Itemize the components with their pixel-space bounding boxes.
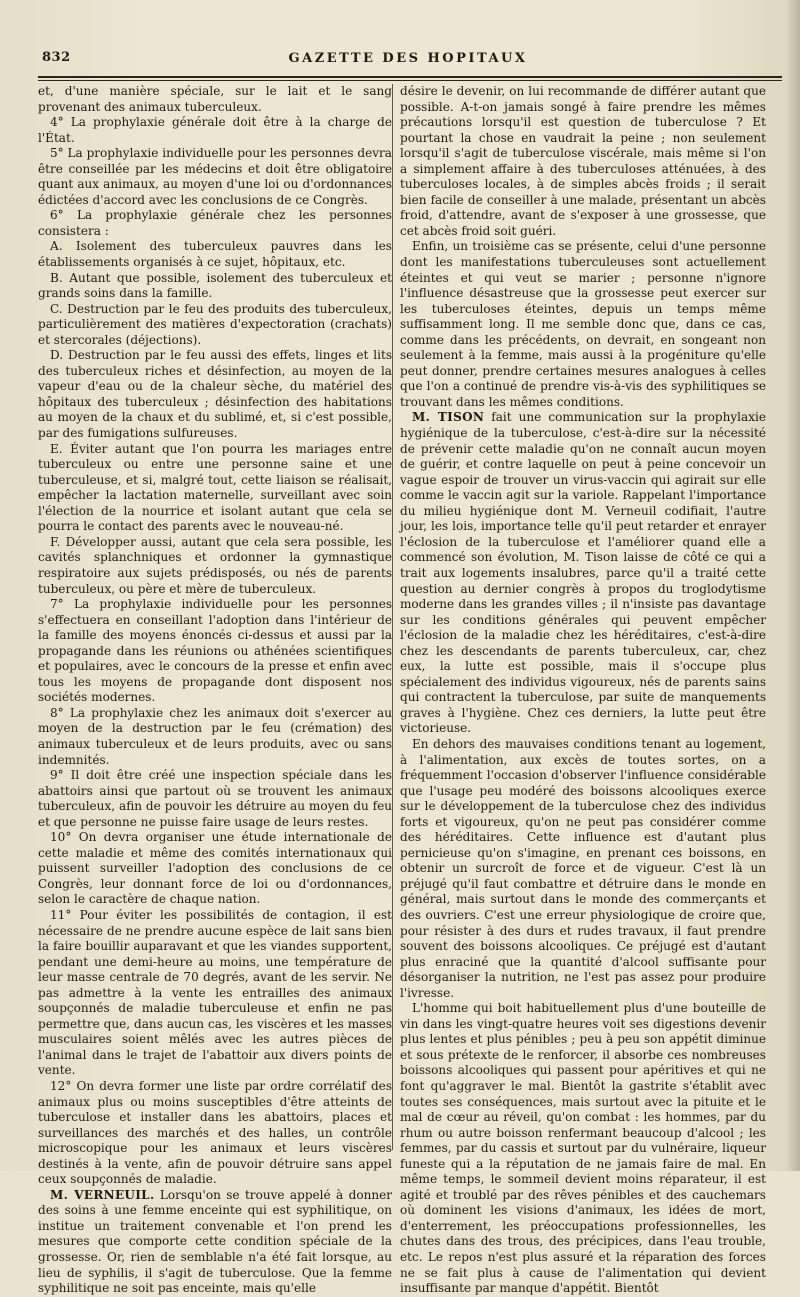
paragraph: 10° On devra organiser une étude internationale de cette maladie et même des comités internationaux qui puissent surveiller l'adoption des conclusions de ce Congrès, leur donnant force de loi ou d'ordonnances, selon le caractère de chaque nation. — [38, 830, 392, 907]
paragraph-verneuil — [38, 1188, 392, 1297]
page-header — [38, 48, 778, 72]
paragraph: et, d'une manière spéciale, sur le lait et le sang provenant des animaux tuberculeux. — [38, 84, 392, 114]
paragraph: Enfin, un troisième cas se présente, celui d'une personne dont les manifestations tuberculeuses sont actuellement éteintes et qui veut se marier ; personne n'ignore l'influence désastreuse que la grossesse peut exercer sur les tuberculoses éteintes, depuis un temps même suffisamment long. Il me semble donc que, dans ce cas, comme dans les précédents, on devrait, en songeant non seulement à la femme, mais aussi à la progéniture qu'elle peut donner, prendre certaines mesures analogues à celles que l'on a continué de prendre vis-à-vis des syphilitiques se trouvant dans les mêmes conditions. — [400, 239, 766, 409]
header-rule-thick — [38, 76, 782, 78]
paragraph: A. Isolement des tuberculeux pauvres dans les établissements organisés à ce sujet, hôpitaux, etc. — [38, 239, 392, 270]
paragraph: En dehors des mauvaises conditions tenant au logement, à l'alimentation, aux excès de toutes sortes, on a fréquemment l'occasion d'observer l'influence considérable que l'usage peu modéré des boissons alcooliques exerce sur le développement de la tuberculose chez des individus forts et vigoureux, qu'on ne peut pas considérer comme des héréditaires. Cette influence est d'autant plus pernicieuse qu'on s'imagine, en prenant ces boissons, en obtenir un surcroît de force et de vigueur. C'est là un préjugé qu'il faut combattre et détruire dans le monde en général, mais surtout dans le monde des commerçants et des ouvriers. C'est une erreur physiologique de croire que, pour résister à des durs et rudes travaux, il faut prendre souvent des boissons alcooliques. Ce préjugé est d'autant plus enraciné que la quantité d'alcool suffisante pour désorganiser la nutrition, ne l'est pas assez pour produire l'ivresse. — [400, 736, 766, 1000]
paragraph: D. Destruction par le feu aussi des effets, linges et lits des tuberculeux riches et désinfection, au moyen de la vapeur d'eau ou de la chaleur sèche, du matériel des hôpitaux des tuberculeux ; désinfection des habitations au moyen de la chaux et du sublimé, et, si c'est possible, par des fumigations sulfureuses. — [38, 348, 392, 441]
paragraph: F. Développer aussi, autant que cela sera possible, les cavités splanchniques et ordonner la gymnastique respiratoire aux sujets prédisposés, ou nés de parents tuberculeux, ou père et mère de tuberculeux. — [38, 534, 392, 596]
paragraph: 12° On devra former une liste par ordre corrélatif des animaux plus ou moins susceptibles d'être atteints de tuberculose et installer dans les abattoirs, places et surveillances des marchés et des halles, un contrôle microscopique pour les animaux et leurs viscères destinés à la vente, afin de pouvoir détruire sans appel ceux soupçonnés de maladie. — [38, 1079, 392, 1187]
paragraph-text: fait une communication sur la prophylaxie hygiénique de la tuberculose, c'est-à-dire sur la nécessité de prévenir cette maladie qu'on ne connaît aucun moyen de guérir, et contre laquelle on peut à peine concevoir un vague espoir de trouver un virus-vaccin qui agirait sur elle comme le vaccin agit sur la variole. Rappelant l'importance du milieu hygiénique dont M. Verneuil codifiait, l'autre jour, les lois, importance telle qu'il peut retarder et enrayer l'éclosion de la tuberculose et l'améliorer quand elle a commencé son évolution, M. Tison laisse de côté ce qui a trait aux logements insalubres, parce qu'il a traité cette question au dernier congrès à propos du troglodytisme moderne dans les grandes villes ; il n'insiste pas davantage sur les conditions générales qui peuvent empêcher l'éclosion de la maladie chez les héréditaires, c'est-à-dire chez les descendants de parents tuberculeux, car, chez eux, la lutte est possible, mais il s'occupe plus spécialement des individus vigoureux, nés de parents sains qui contractent la tuberculose, par suite de manquements graves à l'hygiène. Chez ces derniers, la lutte peut être victorieuse. — [400, 410, 766, 736]
paragraph: 8° La prophylaxie chez les animaux doit s'exercer au moyen de la destruction par le feu (crémation) des animaux tuberculeux et de leurs produits, avec ou sans indemnités. — [38, 705, 392, 767]
left-column — [38, 84, 392, 1296]
paragraph: E. Éviter autant que l'on pourra les mariages entre tuberculeux ou entre une personne saine et une tuberculeuse, et si, malgré tout, cette liaison se réalisait, empêcher la lactation maternelle, surveillant avec soin l'élection de la nourrice et isolant autant que cela se pourra le contact des parents avec le nouveau-né. — [38, 441, 392, 534]
running-head-title: GAZETTE DES HOPITAUX — [288, 51, 528, 66]
paragraph: 9° Il doit être créé une inspection spéciale dans les abattoirs ainsi que partout où se trouvent les animaux tuberculeux, afin de pouvoir les détruire au moyen du feu et que personne ne puisse faire usage de leurs restes. — [38, 768, 392, 829]
speaker-name: M. TISON — [412, 410, 485, 425]
paragraph: 5° La prophylaxie individuelle pour les personnes devra être conseillée par les médecins et doit être obligatoire quant aux animaux, au moyen d'une loi ou d'ordonnances édictées d'accord avec les conclusions de ce Congrès. — [38, 146, 392, 207]
paragraph: 6° La prophylaxie générale chez les personnes consistera : — [38, 208, 392, 238]
paragraph: B. Autant que possible, isolement des tuberculeux et grands soins dans la famille. — [38, 270, 392, 301]
right-column — [400, 84, 766, 1296]
speaker-name: M. VERNEUIL. — [50, 1187, 155, 1202]
paragraph-text: Lorsqu'on se trouve appelé à donner des soins à une femme enceinte qui est syphilitique, on institue un traitement convenable et l'on prend les mesures que comporte cette condition spéciale de la grossesse. Or, rien de semblable n'a été fait lorsque, au lieu de syphilis, il s'agit de tuberculose. Que la femme syphilitique ne soit pas enceinte, mais qu'elle — [38, 1187, 392, 1296]
paragraph: 11° Pour éviter les possibilités de contagion, il est nécessaire de ne prendre aucune espèce de lait sans bien la faire bouillir auparavant et que les viandes supportent, pendant une demi-heure au moins, une température de leur masse centrale de 70 degrés, avant de les servir. Ne pas admettre à la vente les entrailles des animaux soupçonnés de maladie tuberculeuse et enfin ne pas permettre que, dans aucun cas, les viscères et les masses musculaires soient mêlés avec les autres pièces de l'animal dans le trajet de l'abattoir aux divers points de vente. — [38, 907, 392, 1078]
paragraph: L'homme qui boit habituellement plus d'une bouteille de vin dans les vingt-quatre heures voit ses digestions devenir plus lentes et plus pénibles ; peu à peu son appétit diminue et sous prétexte de le renforcer, il absorbe ces nombreuses boissons alcooliques qui passent pour apéritives et qui ne font qu'aggraver le mal. Bientôt la gastrite s'établit avec toutes ses conséquences, mais surtout avec la pituite et le mal de cœur au réveil, qu'on combat : les hommes, par du rhum ou autre boisson renfermant beaucoup d'alcool ; les femmes, par du cassis et surtout par du vulnéraire, liqueur funeste qui a la réputation de ne jamais faire de mal. En même temps, le sommeil devient moins réparateur, il est agité et troublé par des rêves pénibles et des cauchemars où dominent les visions d'animaux, les idées de mort, d'enterrement, les préoccupations professionnelles, les chutes dans des trous, des précipices, dans l'eau trouble, etc. Le repos n'est plus assuré et la réparation des forces ne se fait plus à cause de l'alimentation qui devient insuffisante par manque d'appétit. Bientôt — [400, 1001, 766, 1296]
paragraph-tison — [400, 410, 766, 736]
page-edge-shadow — [786, 0, 800, 1171]
paragraph: 7° La prophylaxie individuelle pour les personnes s'effectuera en conseillant l'adoption dans l'intérieur de la famille des moyens énoncés ci-dessus et aussi par la propagande dans les réunions ou athénées scientifiques et populaires, avec le concours de la presse et enfin avec tous les moyens de propagande dont disposent nos sociétés modernes. — [38, 597, 392, 705]
paragraph: 4° La prophylaxie générale doit être à la charge de l'État. — [38, 115, 392, 145]
header-rule-thin — [38, 80, 782, 81]
page-number: 832 — [42, 50, 71, 65]
paragraph: C. Destruction par le feu des produits des tuberculeux, particulièrement des matières d'expectoration (crachats) et stercorales (déjections). — [38, 301, 392, 347]
column-divider — [392, 84, 393, 1150]
paragraph: désire le devenir, on lui recommande de différer autant que possible. A-t-on jamais songé à faire prendre les mêmes précautions lorsqu'il est question de tuberculose ? Et pourtant la chose en vaudrait la peine ; non seulement lorsqu'il s'agit de tuberculose viscérale, mais même si l'on a simplement affaire à des tuberculoses atténuées, à des tuberculoses locales, à de simples abcès froids ; il serait bien facile de conseiller à une malade, présentant un abcès froid, d'attendre, avant de s'exposer à une grossesse, que cet abcès froid soit guéri. — [400, 84, 766, 238]
